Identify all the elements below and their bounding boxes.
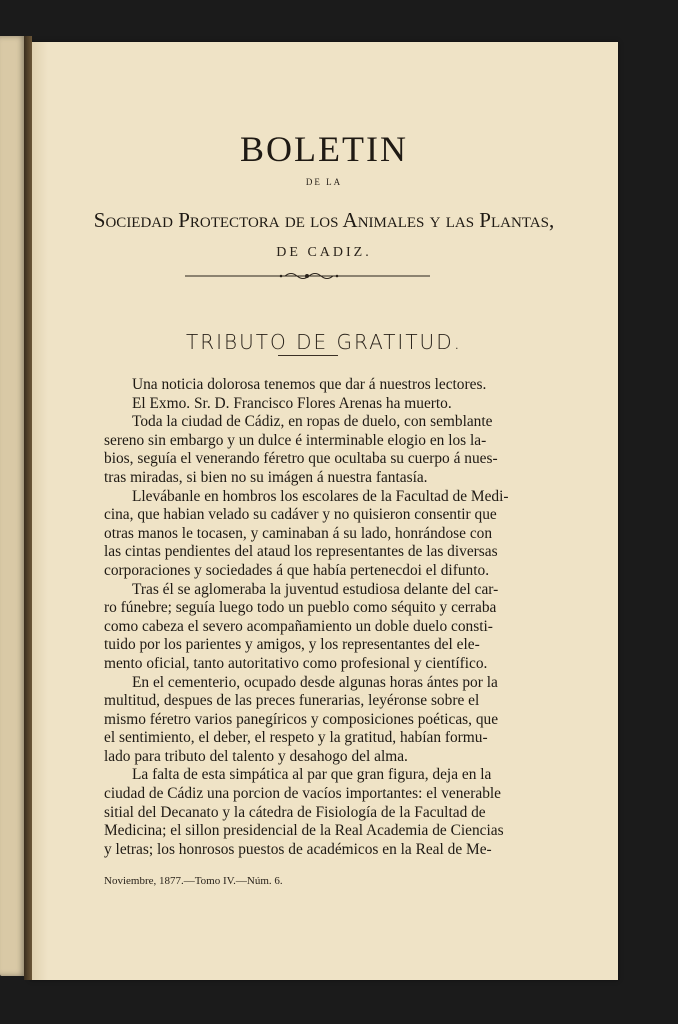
text-line: sereno sin embargo y un dulce é interminable elogio en los la-	[104, 431, 487, 449]
text-line: cina, que habian velado su cadáver y no quisieron consentir que	[104, 506, 497, 524]
text-line: corporaciones y sociedades á que había pertenecdoi el difunto.	[104, 561, 490, 579]
text-line: mento oficial, tanto autoritativo como profesional y científico.	[104, 654, 488, 672]
text-line: El Exmo. Sr. D. Francisco Flores Arenas ha muerto.	[132, 394, 452, 412]
text-line: Toda la ciudad de Cádiz, en ropas de duelo, con semblante	[132, 413, 493, 431]
article-body	[104, 376, 536, 859]
text-line: Llevábanle en hombros los escolares de la Facultad de Medi-	[132, 487, 509, 505]
text-line: sitial del Decanato y la cátedra de Fisiología de la Facultad de	[104, 803, 486, 821]
text-line: Tras él se aglomeraba la juventud estudiosa delante del car-	[132, 580, 499, 598]
text-line: ro fúnebre; seguía luego todo un pueblo como séquito y cerraba	[104, 599, 497, 617]
text-line: ciudad de Cádiz una porcion de vacíos importantes: el venerable	[104, 785, 502, 803]
text-line: La falta de esta simpática al par que gran figura, deja en la	[132, 766, 492, 784]
article-title: TRIBUTO DE GRATITUD.	[186, 330, 462, 354]
text-line: Medicina; el sillon presidencial de la Real Academia de Ciencias	[104, 822, 504, 840]
text-line: las cintas pendientes del ataud los representantes de las diversas	[104, 543, 498, 561]
ornament-divider	[185, 270, 430, 282]
text-line: tuido por los parientes y amigos, y los representantes del ele-	[104, 636, 480, 654]
issue-footer: Noviembre, 1877.—Tomo IV.—Núm. 6.	[104, 875, 283, 887]
text-line: y letras; los honrosos puestos de académicos en la Real de Me-	[104, 840, 492, 858]
text-line: otras manos le tocasen, y caminaban á su lado, honrándose con	[104, 524, 493, 542]
left-page-edge	[0, 36, 26, 976]
city-name: DE CADIZ.	[276, 245, 372, 260]
book-gutter	[24, 36, 32, 980]
society-name: Sociedad Protectora de los Animales y las Plantas,	[93, 208, 555, 232]
text-line: multitud, despues de las preces funerarias, leyéronse sobre el	[104, 692, 480, 710]
text-line: el sentimiento, el deber, el respeto y la gratitud, habían formu-	[104, 729, 488, 747]
document-page	[30, 42, 618, 980]
text-line: En el cementerio, ocupado desde algunas horas ántes por la	[132, 673, 498, 691]
text-line: lado para tributo del talento y desahogo del alma.	[104, 747, 408, 765]
bulletin-title: BOLETIN	[240, 129, 408, 169]
text-line: Una noticia dolorosa tenemos que dar á nuestros lectores.	[132, 376, 487, 393]
text-line: tras miradas, si bien no su imágen á nuestra fantasía.	[104, 468, 428, 486]
text-line: como cabeza el severo acompañamiento un doble duelo consti-	[104, 617, 493, 635]
de-la-label: DE LA	[305, 177, 343, 187]
title-underline	[278, 355, 338, 356]
text-line: bios, seguía el venerando féretro que ocultaba su cuerpo á nues-	[104, 450, 498, 468]
text-line: mismo féretro varios panegíricos y composiciones poéticas, que	[104, 710, 499, 728]
